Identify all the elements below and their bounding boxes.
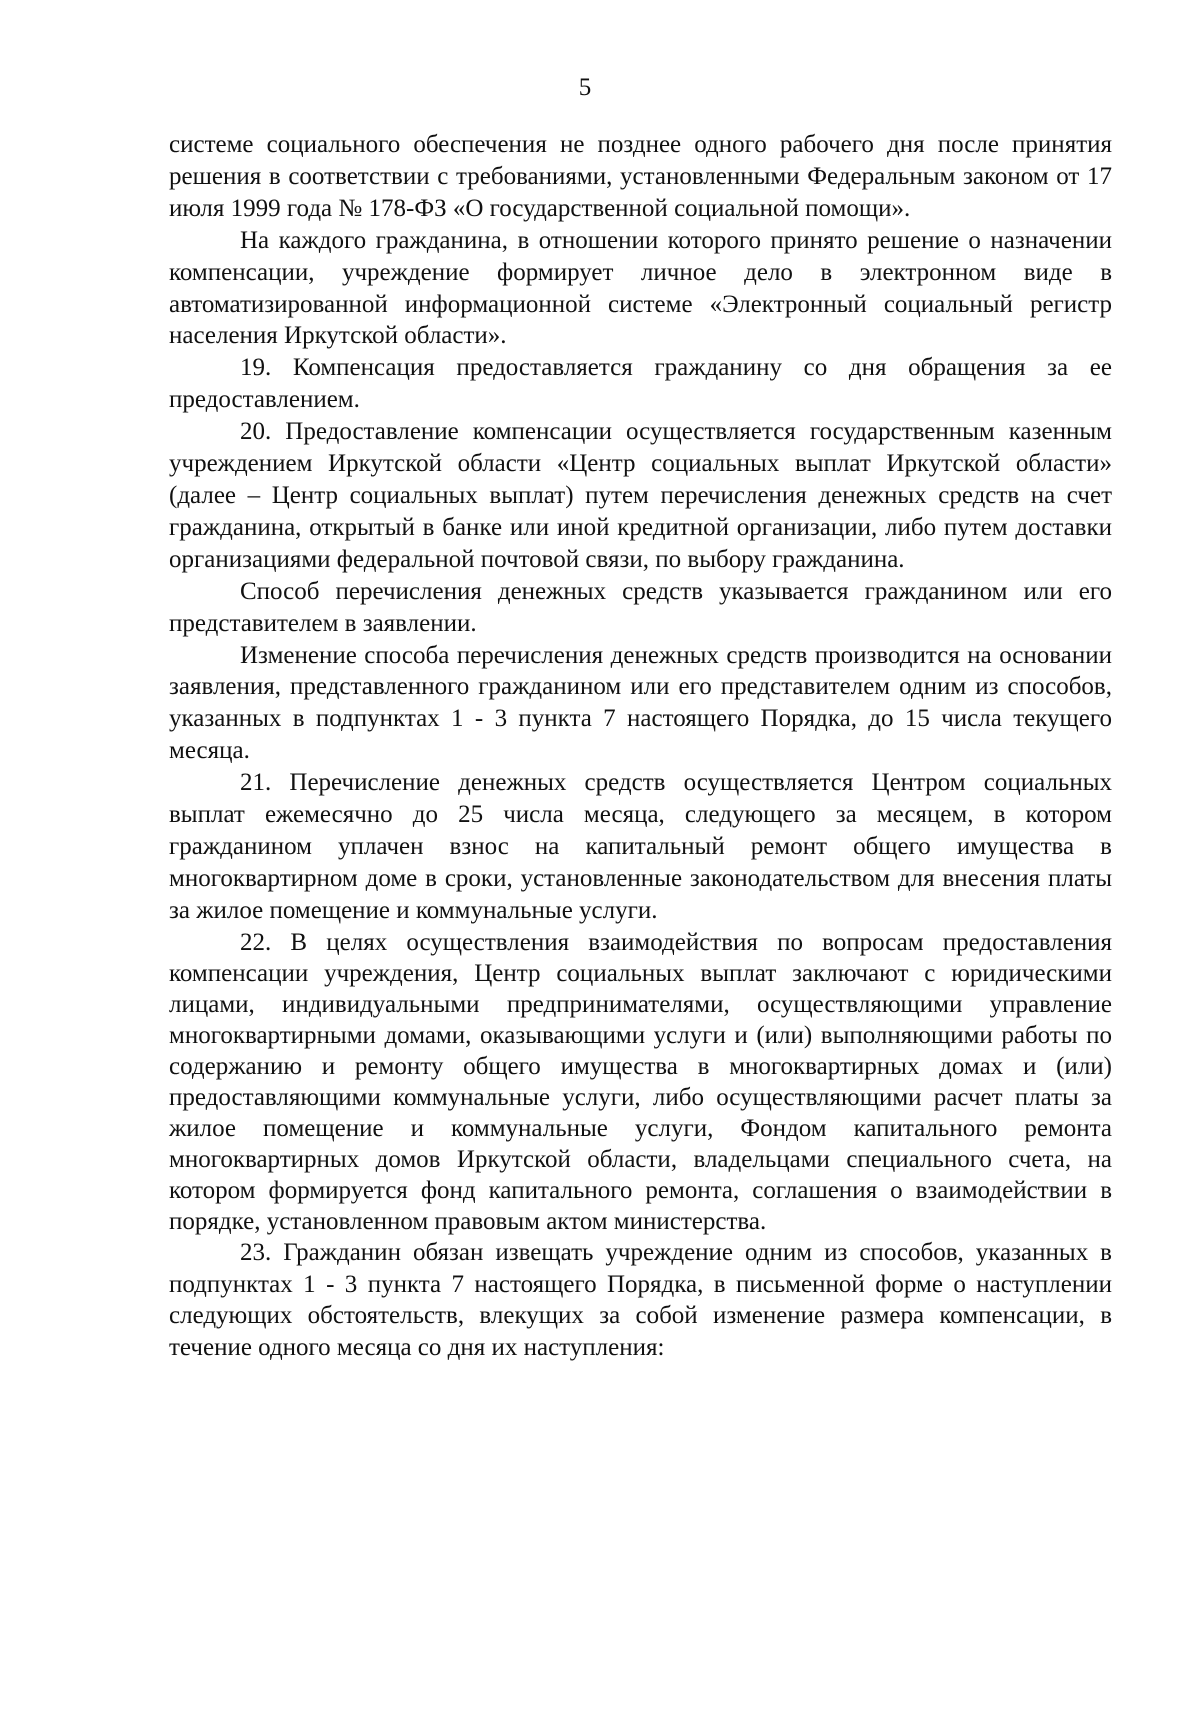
paragraph-personal-file: На каждого гражданина, в отношении которого принято решение о назначении компенсации, учреждение формирует личное дело в электронном виде в автоматизированной информационной системе «Электронный социальный регистр населения Иркутской области». [169,226,1112,350]
paragraph-22: 22. В целях осуществления взаимодействия по вопросам предоставления компенсации учреждения, Центр социальных выплат заключают с юридическими лицами, индивидуальными предпринимателями, осуществляющими управление многоквартирными домами, оказывающими услуги и (или) выполняющими работы по содержанию и ремонту общего имущества в многоквартирных домах и (или) предоставляющими коммунальные услуги, либо осуществляющими расчет платы за жилое помещение и коммунальные услуги, Фондом капитального ремонта многоквартирных домов Иркутской области, владельцами специального счета, на котором формируется фонд капитального ремонта, соглашения о взаимодействии в порядке, установленном правовым актом министерства. [169,928,1112,1235]
paragraph-19: 19. Компенсация предоставляется гражданину со дня обращения за ее предоставлением. [169,354,1112,414]
paragraph-transfer-method: Способ перечисления денежных средств указывается гражданином или его представителем в заявлении. [169,577,1112,637]
page-number: 5 [578,74,592,101]
paragraph-23: 23. Гражданин обязан извещать учреждение одним из способов, указанных в подпунктах 1 - 3 пункта 7 настоящего Порядка, в письменной форме о наступлении следующих обстоятельств, влекущих за собой изменение размера компенсации, в течение одного месяца со дня их наступления: [169,1238,1112,1362]
paragraph-method-change: Изменение способа перечисления денежных средств производится на основании заявления, представленного гражданином или его представителем одним из способов, указанных в подпунктах 1 - 3 пункта 7 настоящего Порядка, до 15 числа текущего месяца. [169,641,1112,765]
document-body [169,129,1112,1364]
paragraph-20: 20. Предоставление компенсации осуществляется государственным казенным учреждением Иркутской области «Центр социальных выплат Иркутской области» (далее – Центр социальных выплат) путем перечисления денежных средств на счет гражданина, открытый в банке или иной кредитной организации, либо путем доставки организациями федеральной почтовой связи, по выбору гражданина. [169,418,1112,573]
paragraph-continuation: системе социального обеспечения не позднее одного рабочего дня после принятия решения в соответствии с требованиями, установленными Федеральным законом от 17 июля 1999 года № 178-ФЗ «О государственной социальной помощи». [169,131,1112,222]
paragraph-21: 21. Перечисление денежных средств осуществляется Центром социальных выплат ежемесячно до 25 числа месяца, следующего за месяцем, в котором гражданином уплачен взнос на капитальный ремонт общего имущества в многоквартирном доме в сроки, установленные законодательством для внесения платы за жилое помещение и коммунальные услуги. [169,769,1112,924]
